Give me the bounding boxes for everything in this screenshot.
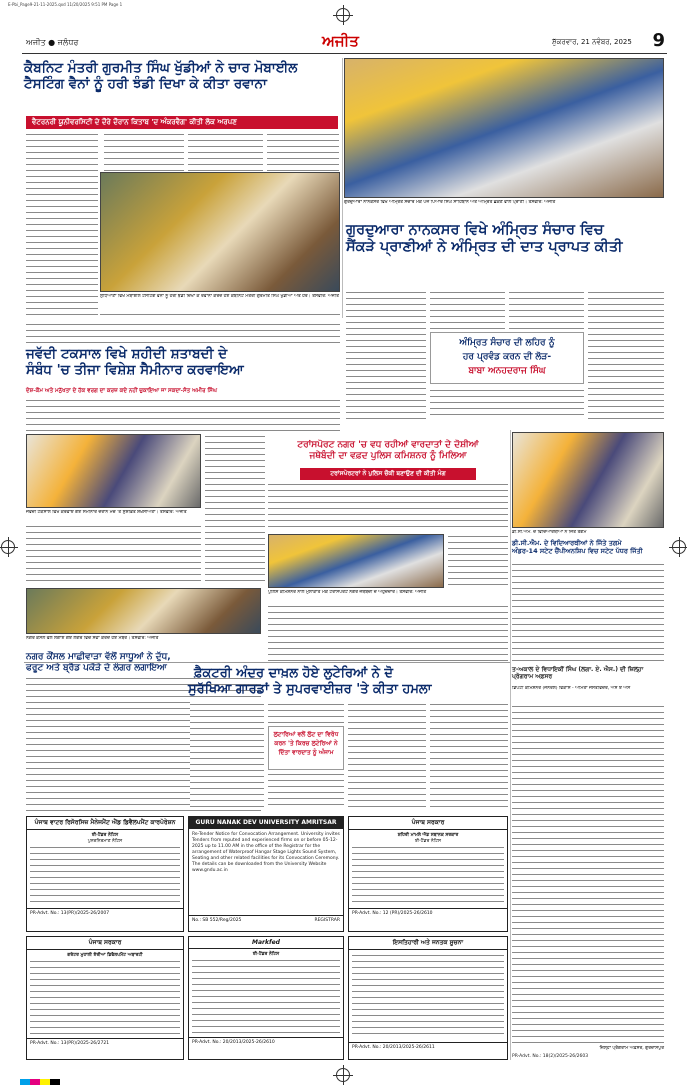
ad5-subtitle: ਈ-ਟੈਂਡਰ ਨੋਟਿਸ <box>252 952 280 957</box>
story6-caption: ਨਗਰ ਕੌਂਸਲ ਵੱਲੋਂ ਲਗਾਏ ਗਏ ਲੰਗਰ ਵਿਚ ਸੇਵਾ ਕਰਦੇ ਹੋਏ ਮੈਂਬਰ। ਤਸਵੀਰ: ਅਜੀਤ <box>26 636 159 641</box>
story4-headline-line2: ਜਥੇਬੰਦੀ ਦਾ ਵਫ਼ਦ ਪੁਲਿਸ ਕਮਿਸ਼ਨਰ ਨੂੰ ਮਿਲਿਆ <box>309 450 467 461</box>
ad-water-resources <box>26 816 184 932</box>
story2-pull-quote <box>430 332 584 384</box>
story6-photo <box>26 588 261 634</box>
story2-photo <box>344 58 664 198</box>
story1-headline <box>24 60 339 92</box>
registration-mark-right <box>672 540 686 554</box>
story1-headline-line1: ਕੈਬਨਿਟ ਮੰਤਰੀ ਗੁਰਮੀਤ ਸਿੰਘ ਖੁੱਡੀਆਂ ਨੇ ਚਾਰ ਮੋਬਾਈਲ <box>24 60 298 76</box>
story3-body <box>26 398 340 432</box>
ad-public-notice <box>348 936 508 1060</box>
color-swatch <box>20 1079 30 1085</box>
story1-body-lower <box>100 312 340 320</box>
color-swatch <box>50 1079 60 1085</box>
story1-body-col3 <box>188 132 263 172</box>
ad3-text <box>352 845 504 905</box>
story2-body-col4 <box>588 290 664 420</box>
story8-advt-no: PR-Advt. No.: 18(2)/2025-26/2603 <box>512 1054 589 1059</box>
ad2-body: Re-Tender Notice for Convocation Arrangement. University invites Tenders from reputed and experienced firms on or before 05-12-2025 up to 11.00 AM in the office of the Registrar for the arrangement of Waterproof Hangar Stage Lights Sound System, Seating and other related facilities for its Convocation Ceremony. The details can be downloaded from the University Website www.gndu.ac.in <box>192 832 340 873</box>
story2-body-col1 <box>346 290 426 420</box>
story1-headline-line2: ਟੈਸਟਿੰਗ ਵੈਨਾਂ ਨੂੰ ਹਰੀ ਝੰਡੀ ਦਿਖਾ ਕੇ ਕੀਤਾ ਰਵਾਨਾ <box>24 76 267 93</box>
story4-strap: ਟਰਾਂਸਪੋਰਟਰਾਂ ਨੇ ਪੁਲਿਸ ਚੌਕੀ ਬਣਾਉਣ ਦੀ ਕੀਤੀ ਮੰਗ <box>300 468 476 480</box>
ad4-subtitle: ਗਰੇਟਰ ਮੁਹਾਲੀ ਏਰੀਆ ਡਿਵੈਲਪਮੈਂਟ ਅਥਾਰਟੀ <box>67 953 143 958</box>
ad6-text <box>352 953 504 1039</box>
ad4-text <box>30 959 180 1035</box>
story7-body-col2 <box>268 702 344 724</box>
registration-mark-top <box>336 8 350 22</box>
story2-body-col3 <box>509 290 584 330</box>
story7-body-col4 <box>430 702 508 810</box>
registration-mark-left <box>1 540 15 554</box>
ad4-footer: PR-Advt. No.: 13(PR)/2025-26/2721 <box>27 1038 183 1048</box>
page-number: 9 <box>652 30 665 51</box>
story1-strap: ਵੈਟਰਨਰੀ ਯੂਨੀਵਰਸਿਟੀ ਦੇ ਦੌਰੇ ਦੌਰਾਨ ਕਿਤਾਬ 'ਦ ਅੰਕਰਵੈਗ' ਕੀਤੀ ਲੋਕ ਅਰਪਣ <box>26 116 338 129</box>
story3-caption: ਜਵੱਦੀ ਟਕਸਾਲ ਵਿਖੇ ਕਰਵਾਏ ਗਏ ਸੈਮੀਨਾਰ ਦੌਰਾਨ ਮੰਚ 'ਤੇ ਸੁਸ਼ੋਭਿਤ ਸ਼ਖ਼ਸੀਅਤਾਂ। ਤਸਵੀਰ: ਅਜੀਤ <box>26 510 187 515</box>
ad-markfed <box>188 936 344 1060</box>
story1-photo <box>100 172 340 292</box>
story2-quote-line2: ਹਰ ਪ੍ਰਵੰਡ ਕਰਨ ਦੀ ਲੋੜ- <box>462 352 552 362</box>
ad3-body <box>349 830 507 908</box>
registration-mark-bottom <box>336 1068 350 1082</box>
story2-quote-line1: ਅੰਮ੍ਰਿਤ ਸੰਚਾਰ ਦੀ ਲਹਿਰ ਨੂੰ <box>459 338 555 348</box>
column-rule <box>342 58 343 318</box>
story5-headline-line2: ਅੰਡਰ-14 ਸਟੇਟ ਚੈਂਪੀਅਨਸ਼ਿਪ ਵਿਚ ਸਟੇਟ ਪੱਧਰ ਜਿੱਤੀ <box>512 546 643 555</box>
story8-byline: ਡਿਪਟੀ ਕਮਿਸ਼ਨਰ (ਜਨਰਲ) ਵਿਕਾਸ - ਅਮਿਤਾ ਜਸਤਵਿੰਦਰ, ਐੱਸ ਏ ਐਸ <box>512 686 631 691</box>
ad3-title: ਪੰਜਾਬ ਸਰਕਾਰ <box>349 817 507 830</box>
story1-body-col2 <box>104 132 184 172</box>
ad3-footer: PR-Advt. No.: 12 (PR)/2025-26/2610 <box>349 908 507 918</box>
story4-body-right <box>448 534 508 588</box>
ad5-title: Markfed <box>189 937 343 949</box>
ad4-title: ਪੰਜਾਬ ਸਰਕਾਰ <box>27 937 183 950</box>
story6-headline-line2: ਫਰੂਟ ਅਤੇ ਬ੍ਰੈਡ ਪਕੌੜੇ ਦੇ ਲੰਗਰ ਲਗਾਇਆ <box>26 662 167 673</box>
story2-photo-caption: ਗੁਰਦੁਆਰਾ ਨਾਨਕਸਰ ਵਿਖੇ ਅੰਮ੍ਰਿਤ ਸੰਚਾਰ ਮੌਕੇ ਪੰਜ ਪਿਆਰੇ ਸਿੰਘ ਸਾਹਿਬਾਨ ਅਤੇ ਅੰਮ੍ਰਿਤ ਛਕਣ ਵਾਲੇ ਪ੍ਰਾਣੀ। ਤਸਵੀਰ: ਅਜੀਤ <box>344 200 556 205</box>
story7-headline-line2: ਸੁਰੱਖਿਆ ਗਾਰਡਾਂ ਤੇ ਸੁਪਰਵਾਈਜ਼ਰ 'ਤੇ ਕੀਤਾ ਹਮਲਾ <box>188 681 432 697</box>
ad1-title: ਪੰਜਾਬ ਵਾਟਰ ਰਿਸੋਰਸਿਜ਼ ਮੈਨੇਜਮੈਂਟ ਐਂਡ ਡਿਵੈਲਪਮੈਂਟ ਕਾਰਪੋਰੇਸ਼ਨ <box>27 817 183 830</box>
ad2-number: No.: SB 552/Reg/2025 <box>192 918 242 923</box>
ad6-body <box>349 950 507 1042</box>
ad-punjab-govt-1 <box>348 816 508 932</box>
print-color-bar <box>20 1079 60 1085</box>
story7-pull-quote: ਲੁਟਾਰਿਆਂ ਵਲੋਂ ਲੁੱਟ ਦਾ ਵਿਰੋਧ ਕਰਨ 'ਤੇ ਕਿਰਚ ਲੁਟੇਰਿਆਂ ਨੇ ਦਿੱਤਾ ਵਾਰਦਾਤ ਨੂੰ ਅੰਜਾਮ <box>268 726 344 770</box>
story1-body-col1 <box>26 132 98 320</box>
ad1-body <box>27 830 183 908</box>
story7-body-col3 <box>348 702 426 810</box>
story5-headline-line1: ਡੀ.ਸੀ.ਐਮ. ਦੇ ਵਿਦਿਆਰਥੀਆਂ ਨੇ ਜਿੱਤੇ ਤਗਮੇ <box>512 539 622 547</box>
column-rule <box>510 430 511 1060</box>
story4-body-top <box>268 482 508 532</box>
story8-signature: ਜ਼ਿਲ੍ਹਾ ਪ੍ਰੋਗਰਾਮ ਅਫ਼ਸਰ, ਗੁਰਦਾਸਪੁਰ <box>599 1046 664 1051</box>
story6-headline-line1: ਨਗਰ ਕੌਂਸਲ ਮਾਛੀਵਾੜਾ ਵੱਲੋਂ ਸਾਧੂਆਂ ਨੇ ਦੁੱਧ, <box>26 652 171 662</box>
story5-caption: ਡੀ.ਸੀ.ਐਮ. ਦੇ ਵਿਦਿਆਰਥੀਆਂ ਨੇ ਜਿੱਤੇ ਤਗਮੇ <box>512 530 587 535</box>
story3-body-lower <box>26 524 201 584</box>
ad3-notice: ਈ-ਟੈਂਡਰ ਨੋਟਿਸ <box>415 839 441 844</box>
ad2-footer <box>189 915 343 925</box>
ad2-title: GURU NANAK DEV UNIVERSITY AMRITSAR <box>189 817 343 829</box>
story2-body-col2 <box>430 290 505 330</box>
masthead-paper-name: ਅਜੀਤ <box>322 32 359 50</box>
story1-caption: ਲੁਧਿਆਣਾ ਵਿਖੇ ਮੋਬਾਈਲ ਟੈਸਟਿੰਗ ਵੈਨਾਂ ਨੂੰ ਹਰੀ ਝੰਡੀ ਦਿਖਾ ਕੇ ਰਵਾਨਾ ਕਰਦੇ ਹੋਏ ਕੈਬਨਿਟ ਮੰਤਰੀ ਗੁਰਮੀਤ ਸਿੰਘ ਖੁੱਡੀਆਂ ਅਤੇ ਹੋਰ। ਤਸਵੀਰ: ਅਜੀਤ <box>100 294 339 299</box>
story5-body <box>512 562 664 662</box>
story2-body-lower <box>430 388 584 420</box>
story3-strap: ਦੇਸ਼-ਕੌਮ ਅਤੇ ਮਨੁੱਖਤਾ ਦੇ ਹੱਕ ਵਰਗ ਦਾ ਕਰਜ਼ ਕਦੇ ਨਹੀਂ ਚੁਕਾਇਆ ਜਾ ਸਕਦਾ-ਸੰਤ ਅਮੀਰ ਸਿੰਘ <box>26 388 217 394</box>
ad5-body <box>189 949 343 1037</box>
story3-body-top <box>26 322 340 344</box>
masthead <box>22 32 667 54</box>
ad1-footer: PR-Advt. No.: 13(PR)/2025-26/2007 <box>27 908 183 918</box>
story1-body-col4 <box>267 132 339 172</box>
masthead-edition: ਅਜੀਤ ● ਜਲੰਧਰ <box>26 38 79 47</box>
story7-body-col1 <box>190 702 264 810</box>
story5-headline <box>512 540 664 556</box>
ad6-title: ਇਸਤਿਹਾਰੀ ਅਤੇ ਜਨਤਕ ਸੂਚਨਾ <box>349 937 507 950</box>
ad1-notice: ਪੁਨਰਨਿਰਮਾਣ ਨੋਟਿਸ <box>87 839 123 844</box>
story7-headline <box>188 666 508 697</box>
ad-university-tender <box>188 816 344 932</box>
ad-gmada <box>26 936 184 1060</box>
ad5-text <box>192 958 340 1034</box>
story7-body-col2-lower <box>268 772 344 810</box>
story4-photo <box>268 534 444 588</box>
section-rule <box>24 662 510 663</box>
color-swatch <box>40 1079 50 1085</box>
story3-photo <box>26 434 201 508</box>
ad6-footer: PR-Advt. No.: 20/2013/2025-26/2611 <box>349 1042 507 1052</box>
story3-body-right <box>205 434 265 584</box>
story8-headline: ਤ-ਅਕਾਲ ਦੇ ਵਿਧਾਇਕੀਂ ਸਿੰਘ (ਲਗਾ. ਏ. ਐਸ.) ਦੀ ਜ਼ਿਲ੍ਹਾ ਪ੍ਰੋਗਰਾਮ ਅਫ਼ਸਰ <box>512 666 644 681</box>
story4-headline <box>268 440 508 462</box>
story3-headline <box>26 346 340 378</box>
ad5-footer: PR-Advt. No.: 20/2013/2025-26/2610 <box>189 1037 343 1047</box>
story4-headline-line1: ਟਰਾਂਸਪੋਰਟ ਨਗਰ 'ਚ ਵਧ ਰਹੀਆਂ ਵਾਰਦਾਤਾਂ ਦੇ ਦੋਸ਼ੀਆਂ <box>297 440 479 450</box>
story3-headline-line2: ਸੰਬੰਧ 'ਚ ਤੀਜਾ ਵਿਸ਼ੇਸ਼ ਸੈਮੀਨਾਰ ਕਰਵਾਇਆ <box>26 362 244 379</box>
color-swatch <box>30 1079 40 1085</box>
masthead-date: ਸ਼ੁੱਕਰਵਾਰ, 21 ਨਵੰਬਰ, 2025 <box>552 38 632 46</box>
ad4-body <box>27 950 183 1038</box>
ad1-text <box>30 845 180 905</box>
story4-body-lower <box>268 604 508 662</box>
story3-headline-line1: ਜਵੱਦੀ ਟਕਸਾਲ ਵਿਖੇ ਸ਼ਹੀਦੀ ਸ਼ਤਾਬਦੀ ਦੇ <box>26 346 228 362</box>
story4-caption: ਪੁਲਿਸ ਕਮਿਸ਼ਨਰ ਨਾਲ ਮੁਲਾਕਾਤ ਮੌਕੇ ਟਰਾਂਸਪੋਰਟ ਨਗਰ ਜਥੇਬੰਦੀ ਦੇ ਅਹੁਦੇਦਾਰ। ਤਸਵੀਰ: ਅਜੀਤ <box>268 590 427 595</box>
ad1-subtitle: ਈ-ਟੈਂਡਰ ਨੋਟਿਸ <box>91 833 119 838</box>
ad3-subtitle: ਸ਼ਹਿਰੀ ਮਾਮਲੇ ਐਂਡ ਸਥਾਨਕ ਸਰਕਾਰ <box>397 833 459 838</box>
story5-photo <box>512 432 664 528</box>
story2-headline-line2: ਸੈਂਕੜੇ ਪ੍ਰਾਣੀਆਂ ਨੇ ਅੰਮ੍ਰਿਤ ਦੀ ਦਾਤ ਪ੍ਰਾਪਤ ਕੀਤੀ <box>346 239 623 256</box>
story7-headline-line1: ਫ਼ੈਕਟਰੀ ਅੰਦਰ ਦਾਖ਼ਲ ਹੋਏ ਲੁਟੇਰਿਆਂ ਨੇ ਦੋ <box>194 666 393 681</box>
story8-body <box>512 704 664 1044</box>
page-slug: E-Pbi_Page9-21-11-2025.qxd 11/20/2025 9:51 PM Page 1 <box>8 2 123 7</box>
story2-headline <box>346 222 666 257</box>
ad2-signature: REGISTRAR <box>314 918 340 923</box>
story2-quote-line3: ਬਾਬਾ ਅਨਹਦਰਾਜ ਸਿੰਘ <box>468 366 546 376</box>
story2-headline-line1: ਗੁਰਦੁਆਰਾ ਨਾਨਕਸਰ ਵਿਖੇ ਅੰਮ੍ਰਿਤ ਸੰਚਾਰ ਵਿਚ <box>346 222 604 238</box>
